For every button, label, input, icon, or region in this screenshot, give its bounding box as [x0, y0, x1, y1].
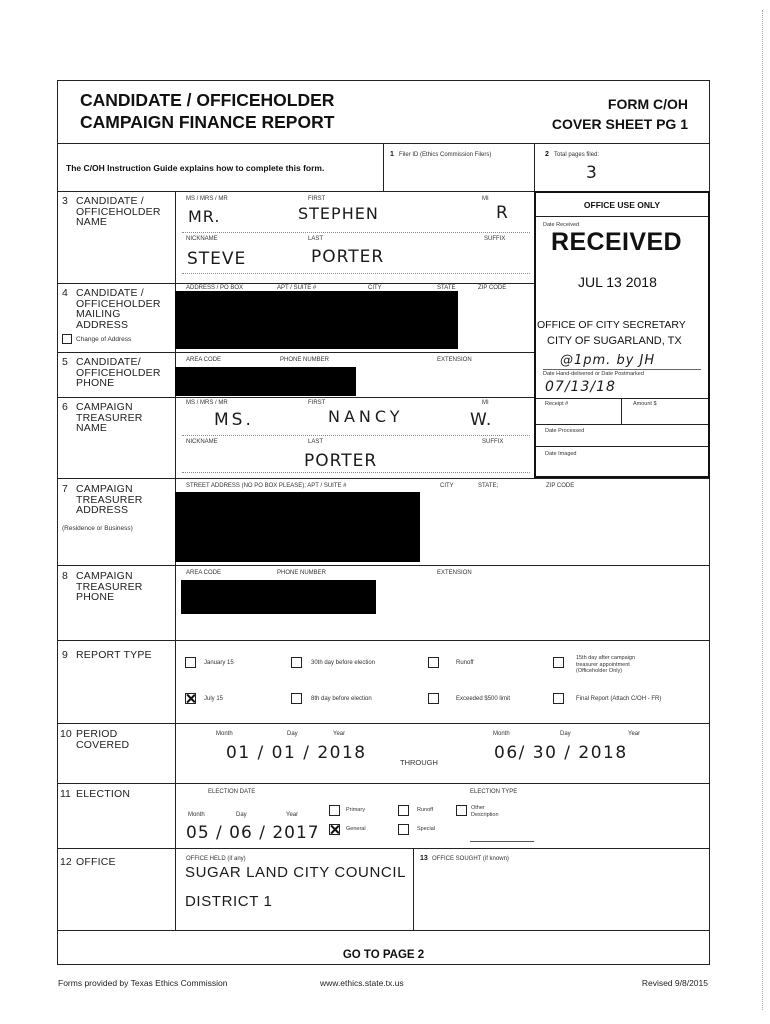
- section-4-label: CANDIDATE / OFFICEHOLDER MAILING ADDRESS: [76, 287, 161, 331]
- office-held-value-line-1: SUGAR LAND CITY COUNCIL: [185, 864, 407, 881]
- candidate-state-label: STATE: [437, 285, 456, 291]
- footer-provider: Forms provided by Texas Ethics Commission: [58, 978, 228, 988]
- footer-revised: Revised 9/8/2015: [641, 978, 708, 988]
- election-type-checkbox-other: [456, 805, 467, 816]
- report-type-label-runoff: Runoff: [456, 660, 474, 666]
- imaged-row-top: [536, 446, 708, 447]
- treasurer-phone-label: PHONE NUMBER: [277, 570, 327, 576]
- treasurer-prefix-label: MS / MRS / MR: [186, 400, 228, 406]
- treasurer-state-label: STATE;: [478, 483, 499, 489]
- form-title-line-2: CAMPAIGN FINANCE REPORT: [80, 112, 335, 132]
- hand-delivered-date: 07/13/18: [545, 379, 616, 395]
- candidate-nickname-label: NICKNAME: [186, 236, 218, 242]
- footer-url: www.ethics.state.tx.us: [320, 978, 404, 988]
- report-type-checkbox-15th-day-after: [553, 657, 564, 668]
- period-through-label: THROUGH: [400, 758, 438, 767]
- report-type-label-15th-day-after: 15th day after campaign treasurer appointment (Officeholder Only): [576, 655, 636, 674]
- form-id-line-1: FORM C/OH: [607, 96, 688, 112]
- section-6-label: CAMPAIGN TREASURER NAME: [76, 401, 143, 434]
- hand-delivered-label: Date Hand-delivered or Date Postmarked: [543, 371, 644, 377]
- candidate-phone-label: PHONE NUMBER: [280, 357, 330, 363]
- office-held-value-line-2: DISTRICT 1: [185, 893, 273, 910]
- candidate-suffix-label: SUFFIX: [484, 236, 506, 242]
- section-7-number: 7: [62, 483, 68, 495]
- treasurer-first-label: FIRST: [308, 400, 326, 406]
- change-of-address-checkbox: [62, 334, 72, 344]
- date-received-label: Date Received: [543, 222, 580, 228]
- section-3-label: CANDIDATE / OFFICEHOLDER NAME: [76, 195, 161, 228]
- total-pages-value: 3: [586, 163, 598, 183]
- filer-id-label: Filer ID (Ethics Commission Filers): [399, 152, 492, 158]
- treasurer-zip-label: ZIP CODE: [546, 483, 575, 489]
- form-id: [552, 94, 688, 134]
- election-type-label-primary: Primary: [346, 807, 365, 813]
- receipt-row-top: [536, 398, 708, 399]
- report-type-checkbox-final-report: [553, 693, 564, 704]
- period-from-day-label: Day: [287, 731, 298, 737]
- change-of-address-label: Change of Address: [76, 336, 132, 343]
- section-10-number: 10: [60, 728, 72, 740]
- receipt-label: Receipt #: [545, 401, 569, 407]
- report-type-label-january-15: January 15: [204, 660, 234, 666]
- row-divider-6-7: [57, 478, 710, 479]
- office-use-title: OFFICE USE ONLY: [583, 200, 661, 210]
- period-from-value: 01 / 01 / 2018: [226, 743, 367, 763]
- election-day-label: Day: [236, 812, 247, 818]
- office-sought-label: OFFICE SOUGHT (if known): [432, 856, 509, 862]
- report-type-checkbox-january-15: [185, 657, 196, 668]
- office-held-label: OFFICE HELD (if any): [186, 856, 246, 862]
- office-use-title-divider: [536, 216, 708, 217]
- row-divider-12-footer: [57, 930, 710, 931]
- election-year-label: Year: [286, 812, 299, 818]
- section-8-number: 8: [62, 570, 68, 582]
- received-stamp-office: OFFICE OF CITY SECRETARY: [537, 319, 686, 331]
- go-to-page-2: GO TO PAGE 2: [342, 949, 425, 961]
- section-6-number: 6: [62, 401, 68, 413]
- report-type-checkbox-exceeded-500: [428, 693, 439, 704]
- receipt-amount-divider: [621, 398, 622, 424]
- report-type-label-30th-day: 30th day before election: [311, 660, 376, 666]
- candidate-prefix-label: MS / MRS / MR: [186, 196, 228, 202]
- candidate-zip-label: ZIP CODE: [478, 285, 507, 291]
- section-10-label: PERIOD COVERED: [76, 728, 130, 751]
- office-sought-divider: [413, 848, 414, 930]
- treasurer-name-line-2: [182, 472, 530, 473]
- election-type-label: ELECTION TYPE: [470, 789, 518, 795]
- row-divider-11-12: [57, 848, 710, 849]
- section-12-label: OFFICE: [76, 856, 116, 868]
- section-4-number: 4: [62, 287, 68, 299]
- candidate-name-line-1: [182, 232, 530, 233]
- total-pages-label: Total pages filed:: [554, 152, 600, 158]
- row-divider-3-4: [57, 283, 534, 284]
- treasurer-phone-redaction: [181, 580, 376, 614]
- candidate-mi-label: MI: [482, 196, 489, 202]
- candidate-prefix-value: MR.: [188, 207, 221, 226]
- candidate-extension-label: EXTENSION: [437, 357, 472, 363]
- candidate-first-value: STEPHEN: [298, 204, 379, 223]
- election-month-label: Month: [188, 812, 205, 818]
- handwritten-receipt-time: @1pm. by JH: [560, 353, 656, 368]
- election-type-label-runoff: Runoff: [417, 807, 434, 813]
- candidate-apt-label: APT / SUITE #: [277, 285, 317, 291]
- treasurer-suffix-label: SUFFIX: [482, 439, 504, 445]
- section-3-number: 3: [62, 195, 68, 207]
- candidate-mi-value: R: [496, 203, 509, 223]
- treasurer-city-label: CITY: [440, 483, 454, 489]
- section-12-number: 12: [60, 856, 72, 868]
- row-divider-9-10: [57, 723, 710, 724]
- instructions-text: The C/OH Instruction Guide explains how to complete this form.: [66, 163, 325, 173]
- section-7-label: CAMPAIGN TREASURER ADDRESS: [76, 483, 143, 516]
- total-pages-divider: [534, 143, 535, 191]
- section-7-sublabel: (Residence or Business): [62, 525, 133, 532]
- received-stamp-date: JUL 13 2018: [578, 274, 657, 290]
- treasurer-mi-value: W.: [470, 410, 493, 430]
- period-to-year-label: Year: [628, 731, 641, 737]
- period-to-day-label: Day: [560, 731, 571, 737]
- period-to-month-label: Month: [493, 731, 510, 737]
- section-9-number: 9: [62, 649, 68, 661]
- candidate-first-label: FIRST: [308, 196, 326, 202]
- report-type-label-july-15: July 15: [204, 696, 224, 702]
- candidate-address-label: ADDRESS / PO BOX: [186, 285, 244, 291]
- candidate-last-value: PORTER: [311, 247, 385, 267]
- report-type-label-8th-day: 8th day before election: [311, 696, 372, 702]
- treasurer-first-value: NANCY: [328, 407, 404, 426]
- treasurer-last-value: PORTER: [304, 451, 378, 471]
- report-type-checkbox-30th-day: [291, 657, 302, 668]
- treasurer-nickname-label: NICKNAME: [186, 439, 218, 445]
- report-type-label-final-report: Final Report (Attach C/OH - FR): [576, 696, 662, 702]
- treasurer-last-label: LAST: [308, 439, 324, 445]
- period-to-value: 06/ 30 / 2018: [494, 743, 628, 763]
- election-type-checkbox-general: [329, 824, 340, 835]
- total-pages-number: 2: [545, 151, 549, 158]
- row-divider-4-5: [57, 352, 534, 353]
- candidate-city-label: CITY: [368, 285, 382, 291]
- election-other-description-line: [470, 841, 534, 842]
- candidate-phone-redaction: [175, 367, 356, 396]
- report-type-checkbox-8th-day: [291, 693, 302, 704]
- treasurer-extension-label: EXTENSION: [437, 570, 472, 576]
- election-date-label: ELECTION DATE: [208, 789, 256, 795]
- form-title: [80, 89, 334, 133]
- candidate-address-redaction: [175, 291, 458, 349]
- section-11-number: 11: [60, 788, 71, 800]
- date-processed-label: Date Processed: [545, 428, 585, 434]
- date-imaged-label: Date Imaged: [545, 451, 577, 457]
- section-5-number: 5: [62, 356, 68, 368]
- candidate-name-line-2: [182, 273, 530, 274]
- received-stamp: RECEIVED: [551, 228, 683, 256]
- filer-id-divider: [383, 143, 384, 191]
- election-type-checkbox-special: [398, 824, 409, 835]
- hand-delivered-line: [543, 369, 701, 370]
- treasurer-name-line-1: [182, 435, 530, 436]
- filer-id-number: 1: [390, 151, 394, 158]
- treasurer-address-redaction: [175, 492, 420, 562]
- election-type-label-other: Other Description: [471, 805, 499, 818]
- scan-edge-artifact: [762, 10, 763, 1010]
- election-type-label-general: General: [346, 826, 366, 832]
- treasurer-street-label: STREET ADDRESS (NO PO BOX PLEASE); APT / SUITE #: [186, 483, 347, 489]
- election-type-checkbox-primary: [329, 805, 340, 816]
- report-type-checkbox-july-15: [185, 693, 196, 704]
- form-title-line-1: CANDIDATE / OFFICEHOLDER: [80, 90, 335, 110]
- row-divider-10-11: [57, 783, 710, 784]
- candidate-nickname-value: STEVE: [187, 249, 247, 269]
- election-date-value: 05 / 06 / 2017: [186, 823, 320, 843]
- period-from-year-label: Year: [333, 731, 346, 737]
- treasurer-prefix-value: MS.: [214, 410, 254, 430]
- candidate-area-code-label: AREA CODE: [186, 357, 222, 363]
- election-type-label-special: Special: [417, 826, 436, 832]
- treasurer-mi-label: MI: [482, 400, 489, 406]
- treasurer-area-code-label: AREA CODE: [186, 570, 222, 576]
- election-type-checkbox-runoff: [398, 805, 409, 816]
- period-from-month-label: Month: [216, 731, 233, 737]
- section-11-label: ELECTION: [76, 788, 131, 800]
- processed-row-top: [536, 424, 708, 425]
- form-id-line-2: COVER SHEET PG 1: [551, 116, 688, 132]
- candidate-last-label: LAST: [308, 236, 324, 242]
- row-divider-8-9: [57, 640, 710, 641]
- received-stamp-city: CITY OF SUGARLAND, TX: [547, 335, 682, 347]
- section-13-number: 13: [420, 855, 428, 862]
- report-type-label-exceeded-500: Exceeded $500 limit: [456, 696, 511, 702]
- section-5-label: CANDIDATE/ OFFICEHOLDER PHONE: [76, 356, 161, 389]
- section-9-label: REPORT TYPE: [76, 649, 152, 661]
- report-type-checkbox-runoff: [428, 657, 439, 668]
- row-divider-5-6: [57, 397, 534, 398]
- amount-label: Amount $: [633, 401, 657, 407]
- row-divider-7-8: [57, 565, 710, 566]
- section-8-label: CAMPAIGN TREASURER PHONE: [76, 570, 143, 603]
